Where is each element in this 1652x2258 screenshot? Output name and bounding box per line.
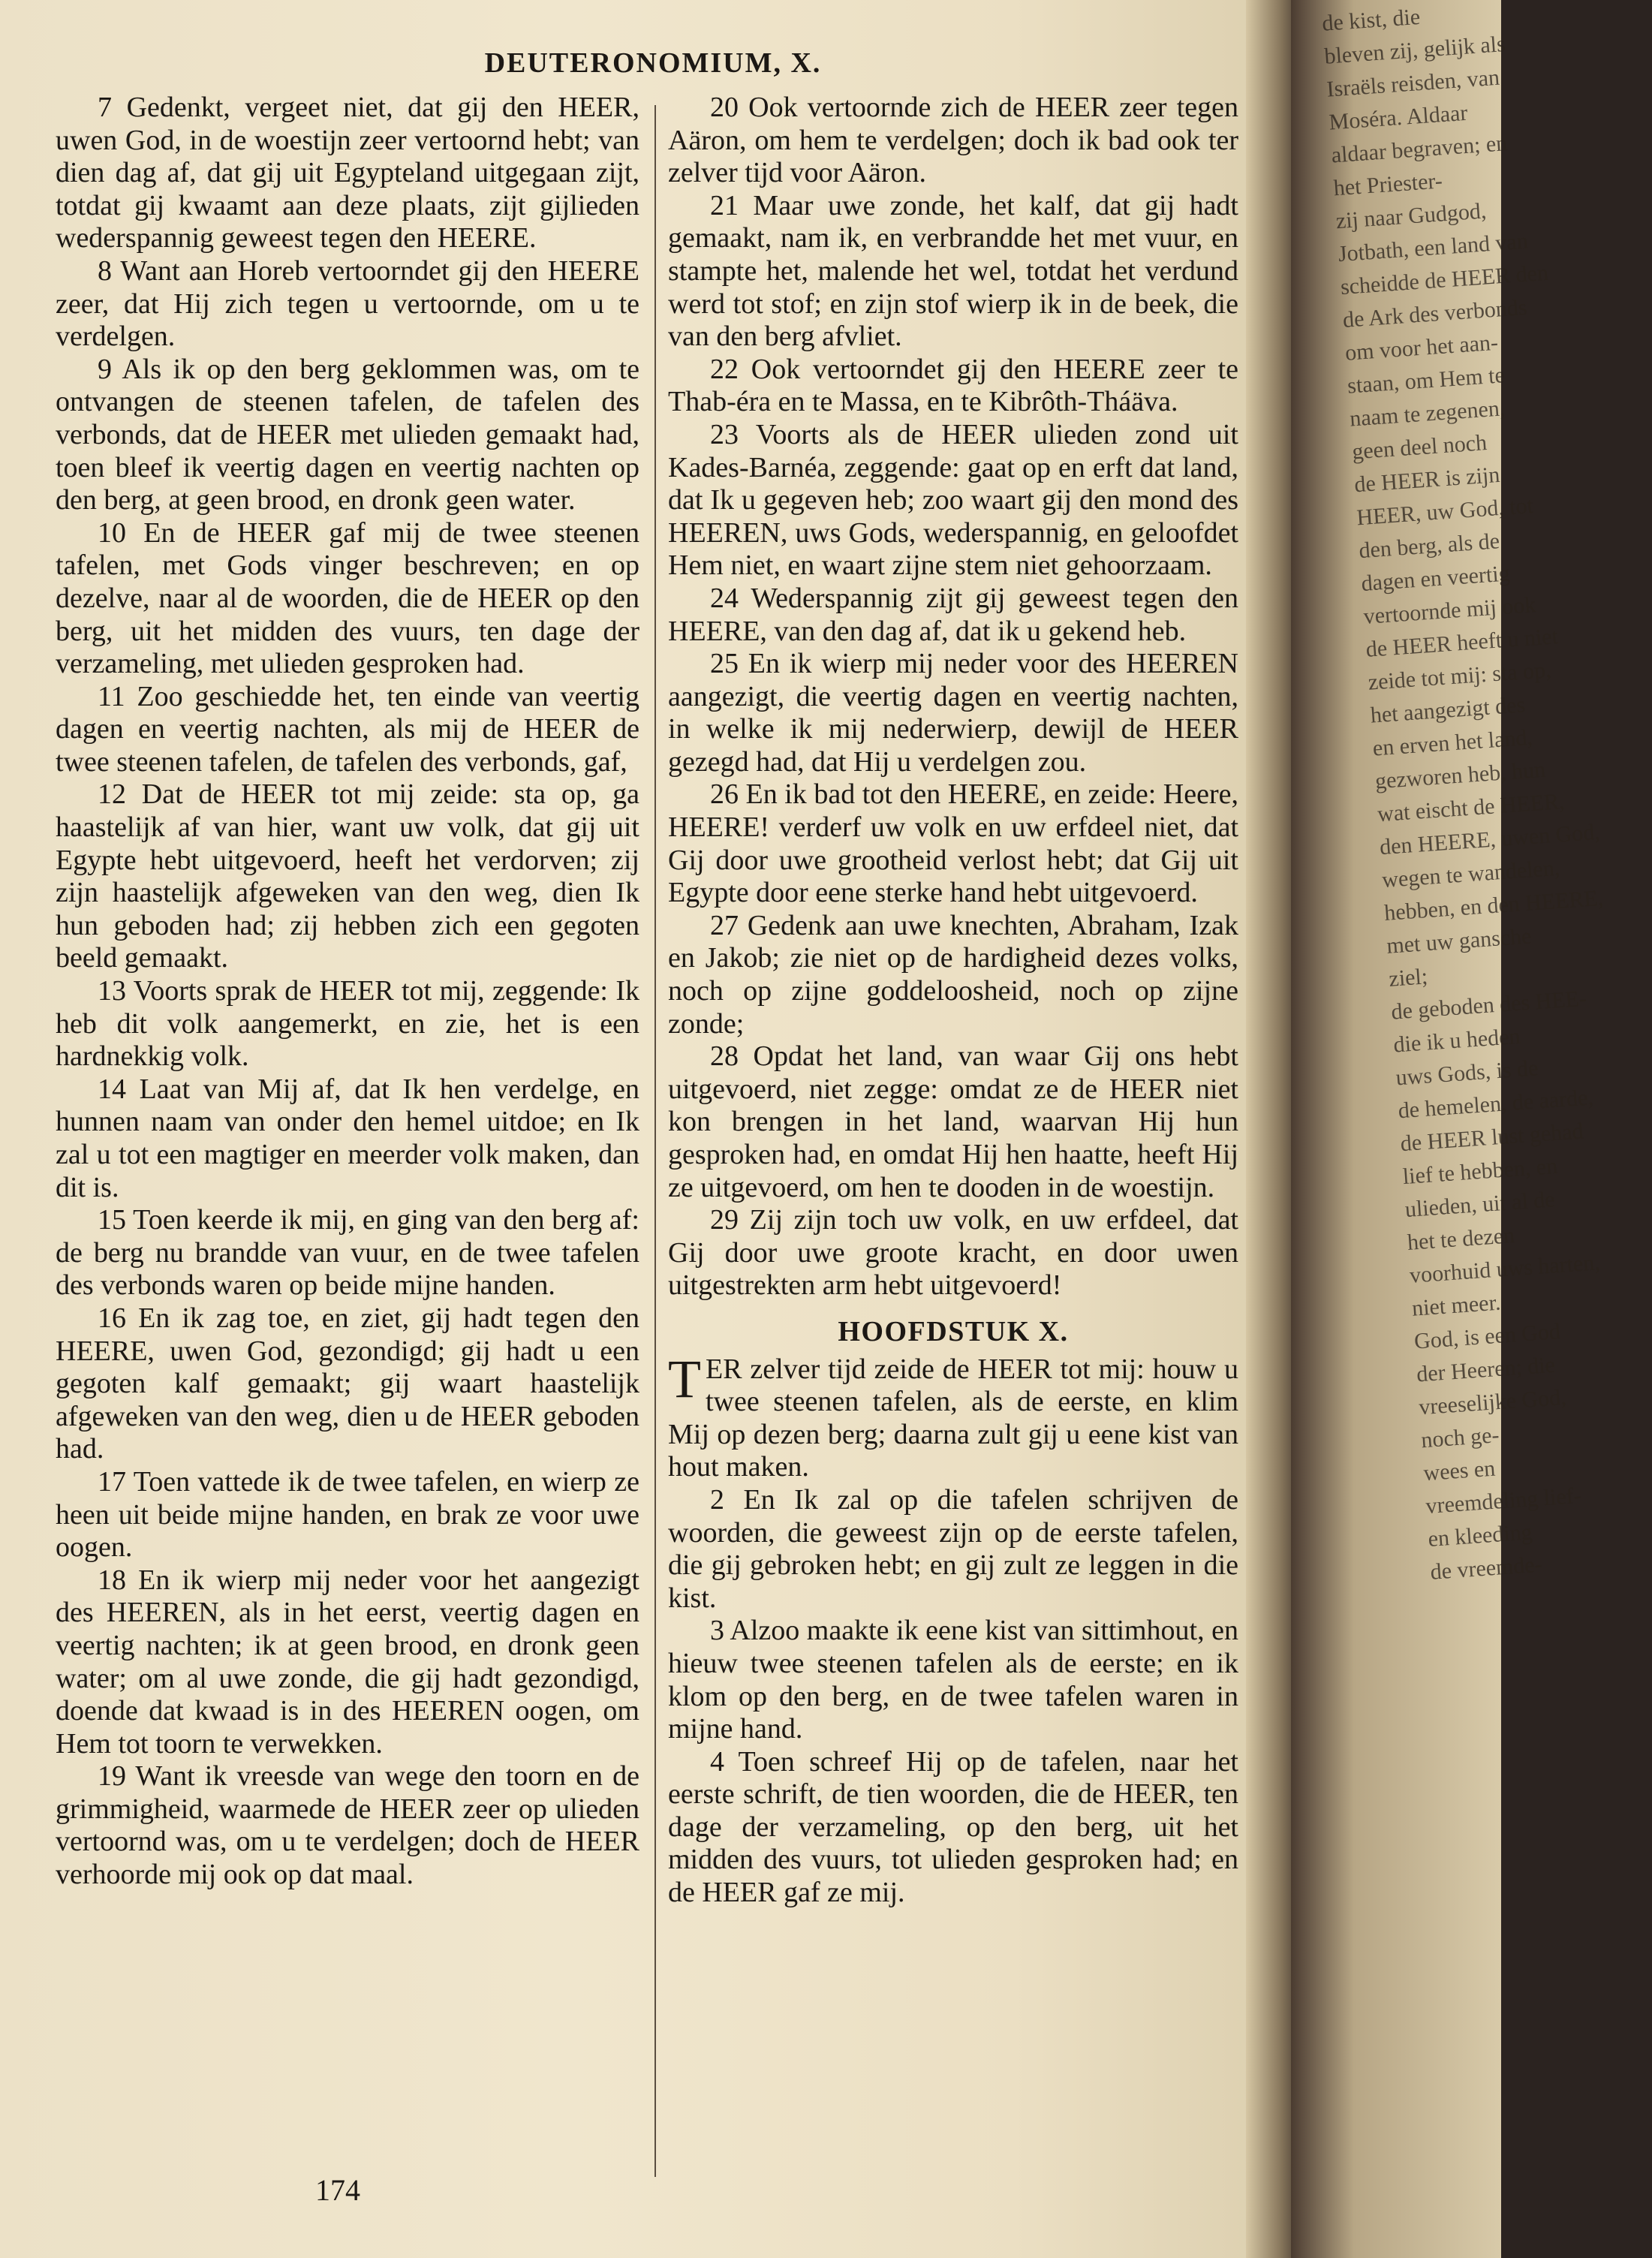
verse: 9 Als ik op den berg geklommen was, om te ontvangen de steenen tafelen, de tafelen des verbonds, dat de HEER met ulieden gemaakt had, toen bleef ik veertig dagen en veertig nachten op den berg, at geen brood, en dronk geen water. [56, 353, 639, 516]
facing-page-line: zij naar Gudgod, [1335, 198, 1488, 234]
facing-page-line: Israëls reisden, van [1326, 65, 1500, 102]
facing-page-line: scheidde de HEER den [1339, 260, 1549, 300]
verse: 18 En ik wierp mij neder voor het aangezigt des HEEREN, als in het eerst, veertig dagen en veertig nachten; ik at geen brood, en dronk geen water; om al uwe zonde, die gij hadt gezondigd, doende dat kwaad is in des HEEREN oogen, om Hem tot toorn te verwekken. [56, 1564, 639, 1760]
facing-page-line: vreeselijke God, [1418, 1384, 1567, 1420]
facing-page-text [1321, 0, 1611, 1589]
facing-page-line: God, is een God [1413, 1319, 1561, 1354]
verse: 25 En ik wierp mij neder voor des HEEREN aangezigt, die veertig dagen en veertig nachten, in welke ik mij nederwierp, dewijl de HEER gezegd had, dat Hij u verdelgen zou. [668, 648, 1238, 778]
facing-page-line: zeide tot mij: sta op, [1367, 657, 1552, 695]
facing-page-line: en kleeding [1427, 1519, 1533, 1552]
drop-cap: T [668, 1348, 701, 1409]
facing-page-line: wees en [1422, 1456, 1497, 1486]
verse: 12 Dat de HEER tot mij zeide: sta op, ga haastelijk af van hier, want uw volk, dat gij uit Egypte hebt uitgevoerd, heeft het verdorven; zij zijn haastelijk afgeweken van den weg, dien Ik hun geboden had; zij hebben zich een gegoten beeld gemaakt. [56, 778, 639, 974]
facing-page-line: bleven zij, gelijk als [1323, 32, 1506, 69]
facing-page-line: lief te hebben, en [1401, 1153, 1559, 1190]
facing-page-line: de hemelen, de aarde, [1397, 1085, 1594, 1124]
verse: 19 Want ik vreesde van wege den toorn en de grimmigheid, waarmede de HEER zeer op ulieden vertoornd was, om u te verdelgen; doch de HEER verhoorde mij ook op dat maal. [56, 1760, 639, 1891]
facing-page-line: gezworen heb, hun [1374, 757, 1547, 794]
facing-page-line: noch ge- [1420, 1423, 1500, 1453]
verse: 15 Toen keerde ik mij, en ging van den berg af: de berg nu brandde van vuur, en de twee tafelen des verbonds waren op beide mijne handen. [56, 1204, 639, 1302]
facing-page-line: de kist, die [1321, 4, 1422, 36]
facing-page-line: de geboden des HEE- [1390, 986, 1587, 1025]
facing-page-line: der Heeren; die [1416, 1352, 1556, 1387]
verse: 17 Toen vattede ik de twee tafelen, en wierp ze heen uit beide mijne handen, en brak ze voor uwe oogen. [56, 1465, 639, 1564]
verse: 14 Laat van Mij af, dat Ik hen verdelge, en hunnen naam van onder den hemel uitdoe; en Ik zal u tot een magtiger en meerder volk maken, dan dit is. [56, 1073, 639, 1203]
verse: 3 Alzoo maakte ik eene kist van sittimhout, en hieuw twee steenen tafelen als de eerste; en ik klom op den berg, en de twee tafelen waren in mijne hand. [668, 1615, 1238, 1745]
verse: 27 Gedenk aan uwe knechten, Abraham, Izak en Jakob; zie niet op de hardigheid dezes volks, noch op zijne goddeloosheid, noch op zijne zonde; [668, 909, 1238, 1040]
verse: 8 Want aan Horeb vertoorndet gij den HEERE zeer, dat Hij zich tegen u vertoornde, om u te verdelgen. [56, 254, 639, 353]
verse: 2 En Ik zal op die tafelen schrijven de woorden, die geweest zijn op de eerste tafelen, die gij gebroken hebt; en gij zult ze leggen in die kist. [668, 1483, 1238, 1614]
verse: 22 Ook vertoorndet gij den HEERE zeer te Thab-éra en te Massa, en te Kibrôth-Tháäva. [668, 353, 1238, 418]
verse: 13 Voorts sprak de HEER tot mij, zeggende: Ik heb dit volk aangemerkt, en zie, het is een hardnekkig volk. [56, 975, 639, 1073]
facing-page-line: HEER, uw God, tot [1356, 492, 1534, 531]
facing-page-line: wegen te wandelen, [1381, 855, 1561, 893]
facing-page-line: aldaar begraven; en [1330, 131, 1509, 168]
verse: 28 Opdat het land, van waar Gij ons hebt uitgevoerd, niet zegge: omdat ze de HEER niet kon brengen in het land, waarvan Hij hun gesproken had, en omdat Hij hen haatte, heeft Hij ze uitgevoerd, om hen te dooden in de woestijn. [668, 1040, 1238, 1203]
facing-page-line: naam te zegenen, [1349, 396, 1506, 432]
facing-page-line: het aangezigt des [1369, 692, 1527, 728]
column-divider [654, 105, 656, 2177]
page-number: 174 [315, 2173, 360, 2207]
facing-page-line: ulieden, uit al de [1404, 1187, 1556, 1223]
verse: 4 Toen schreef Hij op de tafelen, naar het eerste schrift, de tien woorden, die de HEER, ten dage der verzameling, op den berg, uit het midden des vuurs, tot ulieden gesproken had; en de HEER gaf ze mij. [668, 1745, 1238, 1909]
facing-page-line: den berg, als de [1358, 528, 1501, 564]
facing-page-line: dagen en veertig [1360, 561, 1511, 597]
verse: 21 Maar uwe zonde, het kalf, dat gij hadt gemaakt, nam ik, en verbrandde het met vuur, en stampte het, malende het wel, totdat het verdund werd tot stof; en zijn stof wierp ik in de beek, die van den berg afvliet. [668, 189, 1238, 353]
verse: 16 En ik zag toe, en ziet, gij hadt tegen den HEERE, uwen God, gezondigd; gij hadt u een gegoten kalf gemaakt; gij waart haastelijk afgeweken van den weg, dien u de HEER geboden had. [56, 1302, 639, 1465]
facing-page-line: de Ark des verbonds [1341, 294, 1528, 333]
verse: 29 Zij zijn toch uw volk, en uw erfdeel, dat Gij door uwe groote kracht, en door uwen uitgestrekten arm hebt uitgevoerd! [668, 1204, 1238, 1302]
facing-page-line: om voor het aan- [1344, 330, 1499, 366]
facing-page-line: hebben, en den HEERE, [1383, 885, 1605, 926]
verse: 26 En ik bad tot den HEERE, en zeide: Heere, HEERE! verderf uw volk en uw erfdeel niet, dat Gij door uwe grootheid verlost hebt; dat Gij uit Egypte door eene sterke hand hebt uitgevoerd. [668, 778, 1238, 909]
facing-page-line: de HEER lust gehad [1399, 1118, 1584, 1157]
chapter-opening-text: ER zelver tijd zeide de HEER tot mij: houw u twee steenen tafelen, als de eerste, en klim Mij op dezen berg; daarna zult gij u eene kist van hout maken. [668, 1353, 1238, 1483]
facing-page-line: ziel; [1388, 964, 1429, 992]
facing-page-line: vreemdeling lief- [1425, 1483, 1582, 1519]
facing-page-line: de HEER heeft u niet [1365, 624, 1559, 662]
facing-page [1291, 0, 1605, 2258]
left-column [56, 92, 639, 1892]
facing-page-line: voorhuid uws harten, [1408, 1250, 1601, 1288]
facing-page-line: uws Gods, is de [1395, 1055, 1539, 1091]
verse: 7 Gedenkt, vergeet niet, dat gij den HEER, uwen God, in de woestijn zeer vertoornd hebt; van dien dag af, dat gij uit Egypteland uitgegaan zijt, totdat gij kwaamt aan deze plaats, zijt gijlieden wederspannig geweest tegen den HEERE. [56, 92, 639, 254]
chapter-heading: HOOFDSTUK X. [838, 1315, 1069, 1347]
right-column [668, 92, 1238, 1910]
facing-page-line: de HEER is zijn [1353, 462, 1501, 498]
verse: 20 Ook vertoornde zich de HEER zeer tegen Aäron, om hem te verdelgen; doch ik bad ook ter zelver tijd voor Aäron. [668, 92, 1238, 189]
verse: 11 Zoo geschiedde het, ten einde van veertig dagen en veertig nachten, als mij de HEER de twee steenen tafelen, de tafelen des verbonds, gaf, [56, 680, 639, 778]
verse: 23 Voorts als de HEER ulieden zond uit Kades-Barnéa, zeggende: gaat op en erft dat land, dat Ik u gegeven heb; zoo waart gij den mond des HEEREN, uws Gods, wederspannig, en geloofdet Hem niet, en waart zijne stem niet gehoorzaam. [668, 418, 1238, 582]
facing-page-line: wat eischt de HEER, [1377, 788, 1566, 827]
facing-page-line: en erven het land, [1371, 724, 1533, 761]
facing-page-line: met uw gansche [1386, 923, 1533, 959]
facing-page-line: staan, om Hem te [1347, 363, 1506, 399]
facing-page-line: Jotbath, een land van [1337, 228, 1529, 267]
facing-page-line: niet meer. [1411, 1290, 1502, 1321]
facing-page-line: vertoornde mij ook [1362, 592, 1537, 629]
facing-page-line: het te dezen [1406, 1223, 1516, 1255]
verse: 24 Wederspannig zijt gij geweest tegen den HEERE, van den dag af, dat ik u gekend heb. [668, 582, 1238, 647]
facing-page-line: den HEERE, uwen God, [1379, 819, 1601, 860]
facing-page-line: Moséra. Aldaar [1328, 100, 1469, 135]
running-head: DEUTERONOMIUM, X. [484, 47, 822, 79]
facing-page-line: die ik u heden [1392, 1023, 1521, 1058]
chapter-opening [668, 1348, 1238, 1484]
facing-page-line: geen deel noch [1351, 430, 1488, 465]
verse: 10 En de HEER gaf mij de twee steenen tafelen, met Gods vinger beschreven; en op dezelve, naar al de woorden, die de HEER op den berg, uit het midden des vuurs, ten dage der verzameling, met ulieden gesproken had. [56, 516, 639, 680]
facing-page-line: de vreemde- [1429, 1552, 1543, 1585]
facing-page-line: het Priester- [1332, 168, 1443, 201]
